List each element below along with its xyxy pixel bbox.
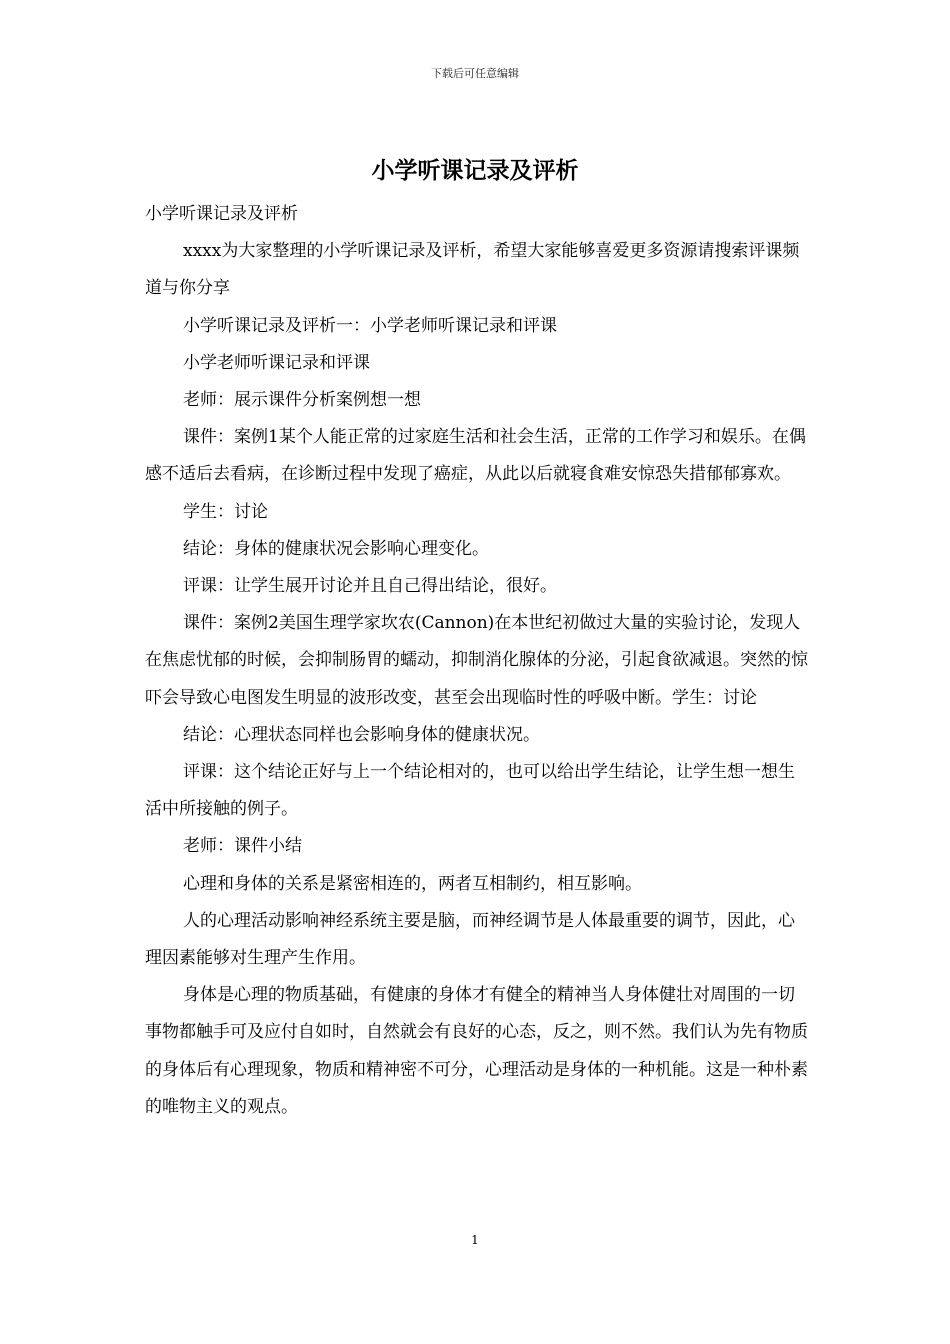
paragraph: 人的心理活动影响神经系统主要是脑，而神经调节是人体最重要的调节，因此，心理因素能够对生理产生作用。 <box>145 910 795 969</box>
paragraph: 课件：案例1某个人能正常的过家庭生活和社会生活，正常的工作学习和娱乐。在偶感不适后去看病，在诊断过程中发现了癌症，从此以后就寝食难安惊恐失措郁郁寡欢。 <box>145 427 806 485</box>
document-body <box>145 196 809 1126</box>
paragraph: 评课：让学生展开讨论并且自己得出结论，很好。 <box>183 576 557 597</box>
paragraph: 结论：心理状态同样也会影响身体的健康状况。 <box>183 724 540 745</box>
paragraph: 课件：案例2美国生理学家坎农(Cannon)在本世纪初做过大量的实验讨论，发现人在焦虑忧郁的时候，会抑制肠胃的蠕动，抑制消化腺体的分泌，引起食欲减退。突然的惊吓会导致心电图发生明显的波形改变，甚至会出现临时性的呼吸中断。学生：讨论 <box>145 613 808 708</box>
paragraph: 老师：展示课件分析案例想一想 <box>183 390 421 411</box>
paragraph: xxxx为大家整理的小学听课记录及评析，希望大家能够喜爱更多资源请搜索评课频道与你分享 <box>145 241 800 299</box>
paragraph: 小学老师听课记录和评课 <box>183 352 370 373</box>
page-number: 1 <box>471 1233 479 1247</box>
paragraph: 结论：身体的健康状况会影响心理变化。 <box>183 538 489 559</box>
page-header-note: 下载后可任意编辑 <box>431 67 519 80</box>
paragraph: 评课：这个结论正好与上一个结论相对的，也可以给出学生结论，让学生想一想生活中所接触的例子。 <box>145 762 795 820</box>
document-title: 小学听课记录及评析 <box>371 157 579 184</box>
paragraph: 小学听课记录及评析一：小学老师听课记录和评课 <box>183 315 557 336</box>
paragraph: 心理和身体的关系是紧密相连的，两者互相制约，相互影响。 <box>183 873 642 894</box>
paragraph: 学生：讨论 <box>183 501 268 522</box>
paragraph: 老师：课件小结 <box>183 836 302 857</box>
paragraph: 身体是心理的物质基础，有健康的身体才有健全的精神当人身体健壮对周围的一切事物都触手可及应付自如时，自然就会有良好的心态，反之，则不然。我们认为先有物质的身体后有心理现象，物质和精神密不可分，心理活动是身体的一种机能。这是一种朴素的唯物主义的观点。 <box>145 985 808 1117</box>
paragraph: 小学听课记录及评析 <box>145 204 298 224</box>
